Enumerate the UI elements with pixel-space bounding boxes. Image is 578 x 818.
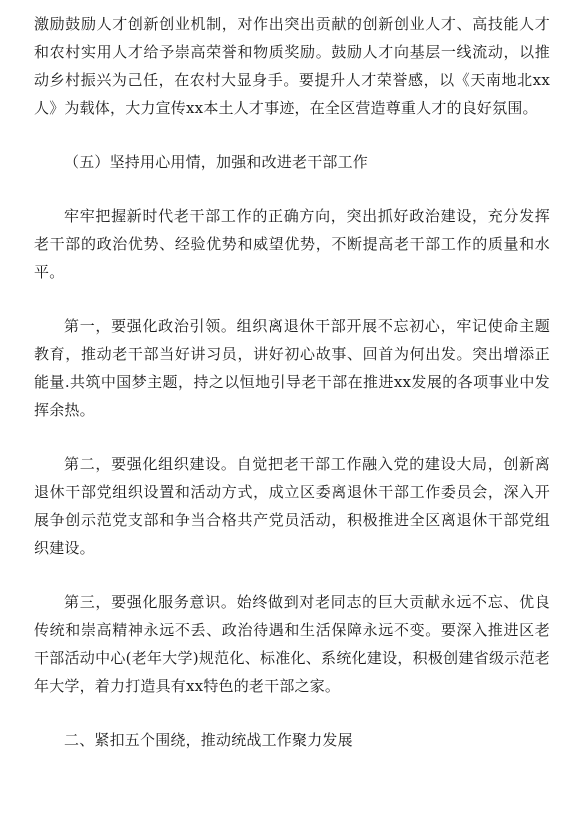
section-heading-united-front: 二、紧扣五个围绕，推动统战工作聚力发展 [64,731,353,749]
paragraph-veteran-cadre-direction: 牢牢把握新时代老干部工作的正确方向，突出抓好政治建设，充分发挥老干部的政治优势、经验优势和威望优势，不断提高老干部工作的质量和水平。 [34,207,550,281]
spacer [34,700,550,726]
spacer [34,424,550,450]
spacer [34,122,550,148]
document-page [34,10,550,754]
spacer [34,562,550,588]
section-heading-veteran-cadres: （五）坚持用心用情，加强和改进老干部工作 [64,153,369,171]
paragraph-service-awareness: 第三，要强化服务意识。始终做到对老同志的巨大贡献永远不忘、优良传统和崇高精神永远不丢、政治待遇和生活保障永远不变。要深入推进区老干部活动中心(老年大学)规范化、标准化、系统化建设，积极创建省级示范老年大学，着力打造具有xx特色的老干部之家。 [34,593,550,695]
paragraph-organization-building: 第二，要强化组织建设。自觉把老干部工作融入党的建设大局，创新离退休干部党组织设置和活动方式，成立区委离退休干部工作委员会，深入开展争创示范党支部和争当合格共产党员活动，积极推进全区离退休干部党组织建设。 [34,455,550,557]
spacer [34,286,550,312]
paragraph-political-guidance: 第一，要强化政治引领。组织离退休干部开展不忘初心，牢记使命主题教育，推动老干部当好讲习员，讲好初心故事、回首为何出发。突出增添正能量.共筑中国梦主题，持之以恒地引导老干部在推进xx发展的各项事业中发挥余热。 [34,317,550,419]
paragraph-talent-incentives: 激励鼓励人才创新创业机制，对作出突出贡献的创新创业人才、高技能人才和农村实用人才给予崇高荣誉和物质奖励。鼓励人才向基层一线流动，以推动乡村振兴为己任，在农村大显身手。要提升人才荣誉感，以《天南地北xx人》为载体，大力宣传xx本土人才事迹，在全区营造尊重人才的良好氛围。 [34,15,550,117]
spacer [34,176,550,202]
